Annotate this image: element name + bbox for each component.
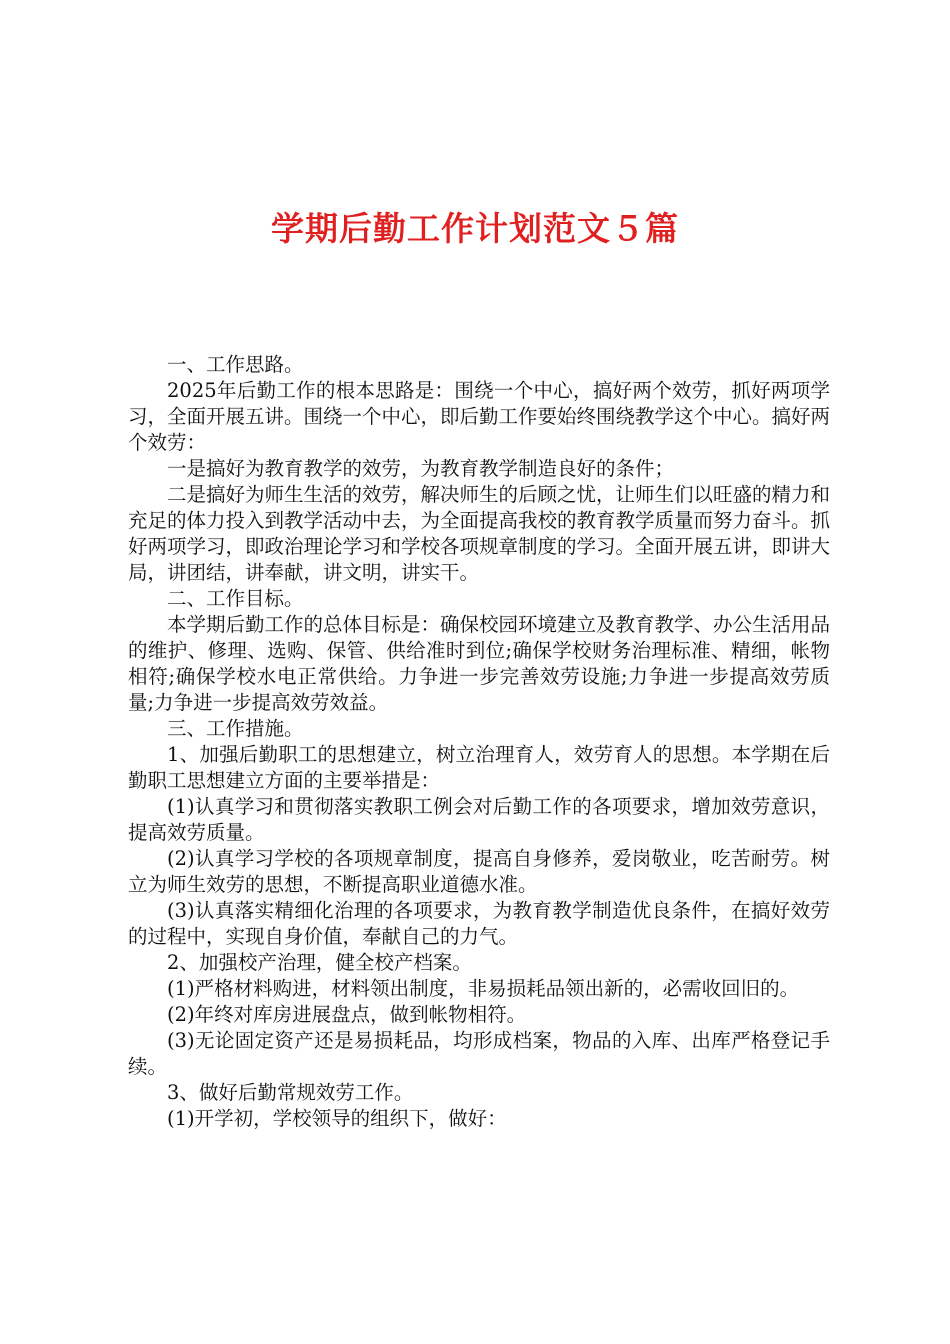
paragraph: (2)年终对库房进展盘点，做到帐物相符。 — [167, 1003, 527, 1026]
paragraph: (3)无论固定资产还是易损耗品，均形成档案，物品的入库、出库严格登记手续。 — [128, 1029, 830, 1078]
paragraph: (1)认真学习和贯彻落实教职工例会对后勤工作的各项要求，增加效劳意识，提高效劳质量。 — [128, 795, 830, 844]
paragraph: 二是搞好为师生生活的效劳，解决师生的后顾之忧，让师生们以旺盛的精力和充足的体力投入到教学活动中去，为全面提高我校的教育教学质量而努力奋斗。抓好两项学习，即政治理论学习和学校各项规章制度的学习。全面开展五讲，即讲大局，讲团结，讲奉献，讲文明，讲实干。 — [128, 483, 831, 584]
paragraph: 3、做好后勤常规效劳工作。 — [167, 1081, 414, 1104]
paragraph: (3)认真落实精细化治理的各项要求，为教育教学制造优良条件，在搞好效劳的过程中，实现自身价值，奉献自己的力气。 — [128, 899, 830, 948]
paragraph: 本学期后勤工作的总体目标是：确保校园环境建立及教育教学、办公生活用品的维护、修理、选购、保管、供给准时到位;确保学校财务治理标准、精细，帐物相符;确保学校水电正常供给。力争进一步完善效劳设施;力争进一步提高效劳质量;力争进一步提高效劳效益。 — [128, 613, 831, 714]
paragraph-section-2-heading: 二、工作目标。 — [167, 587, 304, 610]
document-title: 学期后勤工作计划范文５篇 — [271, 209, 679, 248]
document-body — [128, 352, 830, 1132]
paragraph-section-3-heading: 三、工作措施。 — [167, 717, 304, 740]
paragraph: 1、加强后勤职工的思想建立，树立治理育人，效劳育人的思想。本学期在后勤职工思想建立方面的主要举措是： — [128, 743, 830, 792]
paragraph: 2025年后勤工作的根本思路是：围绕一个中心，搞好两个效劳，抓好两项学习，全面开展五讲。围绕一个中心，即后勤工作要始终围绕教学这个中心。搞好两个效劳： — [128, 379, 831, 454]
paragraph-section-1-heading: 一、工作思路。 — [167, 353, 304, 376]
paragraph: 2、加强校产治理，健全校产档案。 — [167, 951, 472, 974]
paragraph: (1)开学初，学校领导的组织下，做好： — [167, 1107, 507, 1130]
paragraph: (2)认真学习学校的各项规章制度，提高自身修养，爱岗敬业，吃苦耐劳。树立为师生效劳的思想，不断提高职业道德水准。 — [128, 847, 830, 896]
paragraph: (1)严格材料购进，材料领出制度，非易损耗品领出新的，必需收回旧的。 — [167, 977, 800, 1000]
paragraph: 一是搞好为教育教学的效劳，为教育教学制造良好的条件； — [167, 457, 675, 480]
